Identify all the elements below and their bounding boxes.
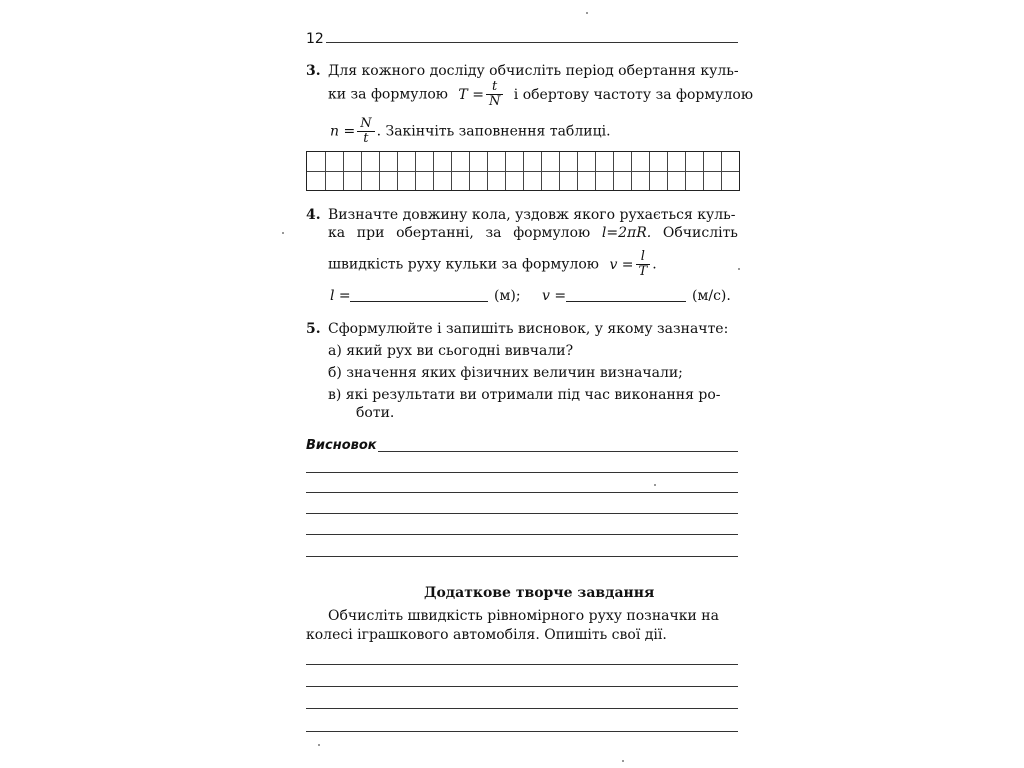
formula-period-numerator: t (486, 80, 503, 95)
formula-frequency-lhs: n = (330, 123, 356, 140)
conclusion-line[interactable] (306, 472, 738, 473)
formula-period-denominator: N (488, 94, 501, 109)
task-5-item-a: а) який рух ви сьогодні вивчали? (328, 343, 574, 359)
scan-speck (622, 760, 624, 762)
formula-frequency-denominator: t (363, 131, 369, 146)
extra-task-heading: Додаткове творче завдання (424, 585, 655, 601)
answer-grid[interactable] (306, 151, 740, 191)
formula-speed-fraction (636, 250, 651, 279)
task-5-item-b: б) значення яких фізичних величин визначали; (328, 365, 683, 381)
formula-speed-numerator: l (636, 250, 651, 265)
speed-answer-line[interactable] (566, 301, 686, 302)
formula-speed-lhs: v = (609, 256, 634, 273)
speed-label: v = (542, 288, 567, 304)
answer-line[interactable] (306, 686, 738, 687)
formula-speed-denominator: T (638, 264, 648, 279)
task-5-item-c: в) які результати ви отримали під час виконання ро- (328, 387, 721, 403)
task-5-number: 5. (306, 321, 321, 337)
page-number: 12 (306, 31, 324, 47)
task-3-text-a: ки за формулою (328, 86, 448, 103)
task-3-number: 3. (306, 63, 321, 79)
formula-frequency-fraction (357, 117, 374, 146)
task-4-text-a: швидкість руху кульки за формулою (328, 256, 599, 273)
scan-speck (586, 12, 588, 14)
task-4-word: ка (328, 225, 346, 241)
task-4-line-3 (328, 250, 657, 279)
answer-line[interactable] (306, 664, 738, 665)
conclusion-line[interactable] (306, 556, 738, 557)
task-4-word: обертанні, (396, 225, 474, 241)
grid-row-line (307, 171, 739, 172)
length-answer-line[interactable] (350, 301, 488, 302)
task-4-word: при (356, 225, 385, 241)
length-label: l = (330, 288, 351, 304)
task-4-word: за (485, 225, 502, 241)
extra-task-line-2: колесі іграшкового автомобіля. Опишіть свої дії. (306, 627, 667, 643)
answer-line[interactable] (306, 708, 738, 709)
formula-period-lhs: T = (458, 86, 484, 103)
task-4-number: 4. (306, 207, 321, 223)
formula-period-fraction (486, 80, 503, 109)
task-3-line-2 (328, 80, 753, 109)
task-3-line-3 (330, 117, 611, 146)
task-5-intro: Сформулюйте і запишіть висновок, у якому зазначте: (328, 321, 729, 337)
length-unit: (м); (494, 288, 521, 304)
scan-speck (654, 484, 656, 486)
conclusion-line[interactable] (306, 534, 738, 535)
task-4-line-2 (328, 224, 738, 242)
task-3-text-b: і обертову частоту за формулою (513, 86, 754, 103)
scan-speck (318, 744, 320, 746)
scan-speck (282, 232, 284, 234)
task-4-line-1: Визначте довжину кола, уздовж якого рухається куль- (328, 207, 736, 223)
scan-speck (738, 268, 740, 270)
speed-unit: (м/с). (692, 288, 731, 304)
formula-circumference: l=2πR. (601, 225, 652, 241)
answer-line[interactable] (306, 731, 738, 732)
task-4-word: формулою (513, 225, 591, 241)
conclusion-label: Висновок (306, 438, 377, 453)
extra-task-line-1: Обчисліть швидкість рівномірного руху позначки на (328, 608, 719, 624)
conclusion-line[interactable] (306, 513, 738, 514)
task-4-word: Обчисліть (662, 225, 738, 241)
formula-frequency-numerator: N (357, 117, 374, 132)
header-rule (326, 42, 738, 43)
conclusion-line[interactable] (378, 451, 738, 452)
conclusion-line[interactable] (306, 492, 738, 493)
task-5-item-c-cont: боти. (356, 405, 395, 421)
task-3-line-1: Для кожного досліду обчисліть період обертання куль- (328, 63, 739, 79)
task-3-text-c: . Закінчіть заповнення таблиці. (376, 123, 611, 140)
task-4-text-b: . (652, 256, 657, 273)
